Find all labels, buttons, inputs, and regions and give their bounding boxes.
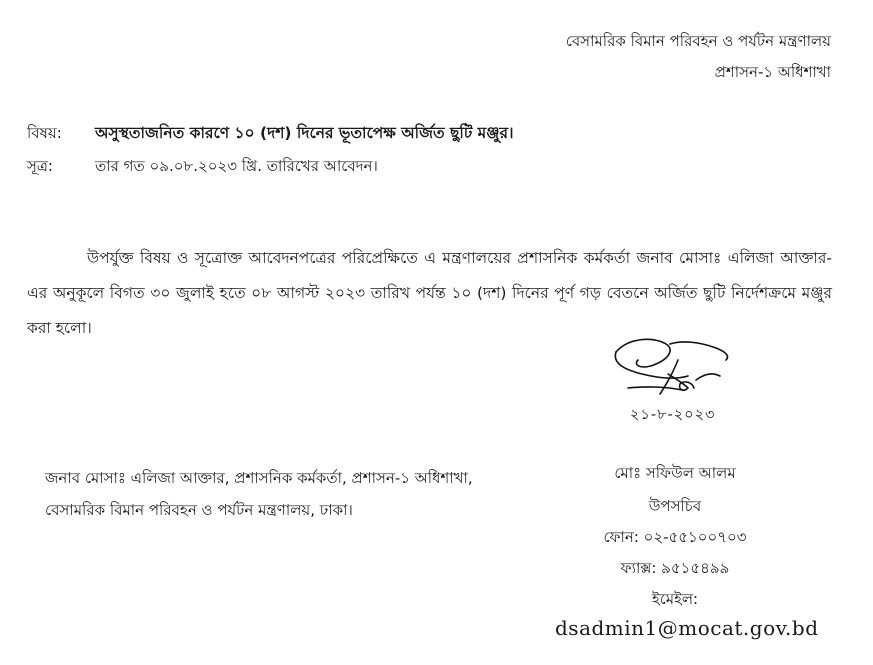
signer-phone: ফোন: ০২-৫৫১০০৭০৩ [603, 528, 747, 546]
signer-designation: উপসচিব [648, 497, 702, 515]
subject-text: অসুস্থতাজনিত কারণে ১০ (দশ) দিনের ভূতাপেক্ষ অর্জিত ছুটি মঞ্জুর। [95, 124, 514, 142]
ministry-name: বেসামরিক বিমান পরিবহন ও পর্যটন মন্ত্রণালয় [565, 32, 831, 50]
signature-date: ২১-৮-২০২৩ [630, 407, 716, 423]
body-paragraph: উপর্যুক্ত বিষয় ও সূত্রোক্ত আবেদনপত্রের পরিপ্রেক্ষিতে এ মন্ত্রণালয়ের প্রশাসনিক কর্মকর্তা জনাব মোসাঃ এলিজা আক্তার-এর অনুকূলে বিগত ৩০ জুলাই হতে ০৮ আগস্ট ২০২৩ তারিখ পর্যন্ত ১০ (দশ) দিনের পূর্ণ গড় বেতনে অর্জিত ছুটি নির্দেশক্রমে মঞ্জুর করা হলো। [27, 249, 832, 337]
recipient-address: জনাব মোসাঃ এলিজা আক্তার, প্রশাসনিক কর্মকর্তা, প্রশাসন-১ অধিশাখা, বেসামরিক বিমান পরিবহন ও পর্যটন মন্ত্রণালয়, ঢাকা। [45, 469, 473, 519]
subject-label: বিষয়: [27, 124, 62, 142]
reference-text: তার গত ০৯.০৮.২০২৩ খ্রি. তারিখের আবেদন। [95, 157, 378, 175]
reference-label: সূত্র: [27, 157, 53, 175]
wing-name: প্রশাসন-১ অধিশাখা [714, 63, 831, 81]
signer-fax: ফ্যাক্স: ৯৫১৫৪৯৯ [620, 559, 730, 577]
signer-name: মোঃ সফিউল আলম [614, 464, 736, 482]
signer-email-label: ইমেইল: [651, 590, 699, 608]
handwritten-signature [608, 330, 738, 406]
signer-email[interactable]: dsadmin1@mocat.gov.bd [555, 616, 819, 640]
